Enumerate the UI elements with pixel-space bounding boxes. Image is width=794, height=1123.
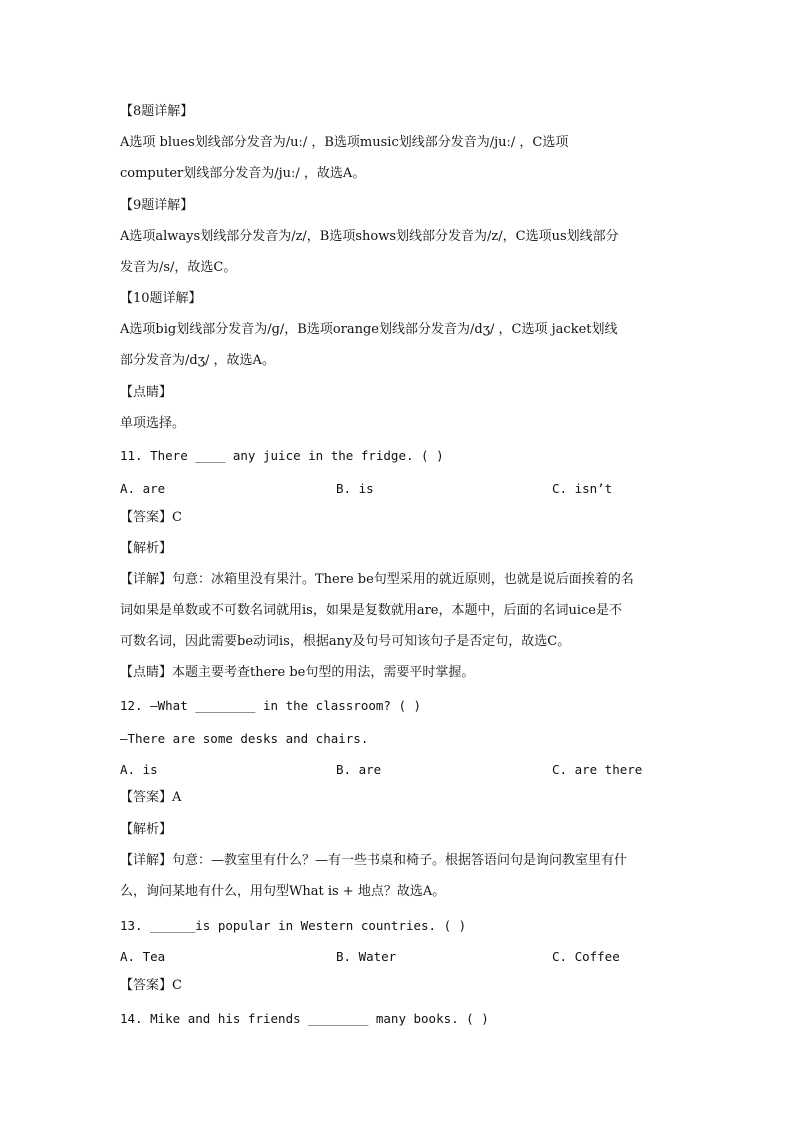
q10-detail-line-1: A选项big划线部分发音为/ɡ/，B选项orange划线部分发音为/dʒ/ ，C选项 jacket划线 — [120, 322, 618, 337]
q11-option-a: A. are — [120, 481, 166, 496]
q9-detail-line-1: A选项always划线部分发音为/z/，B选项shows划线部分发音为/z/，C选项us划线部分 — [120, 229, 619, 244]
q11-answer: 【答案】C — [120, 510, 182, 525]
q13-stem: 13. ______is popular in Western countries. ( ) — [120, 918, 467, 933]
q11-detail-line-3: 可数名词，因此需要be动词is，根据any及句号可知该句子是否定句，故选C。 — [120, 634, 571, 649]
dianjing-body: 单项选择。 — [120, 416, 186, 431]
q13-answer: 【答案】C — [120, 978, 182, 993]
q11-option-b: B. is — [336, 481, 374, 496]
q9-heading: 【9题详解】 — [120, 198, 194, 213]
q8-detail-line-2: computer划线部分发音为/juː/ ，故选A。 — [120, 166, 366, 181]
q12-option-a: A. is — [120, 762, 158, 777]
q13-option-a: A. Tea — [120, 949, 166, 964]
q11-option-c: C. isn’t — [552, 481, 613, 496]
q12-detail-line-2: 么，询问某地有什么，用句型What is + 地点？故选A。 — [120, 884, 446, 899]
q12-stem-reply: —There are some desks and chairs. — [120, 731, 369, 746]
q8-detail-line-1: A选项 blues划线部分发音为/uː/ ，B选项music划线部分发音为/juː/ ，C选项 — [120, 135, 569, 150]
dianjing-heading: 【点睛】 — [120, 385, 173, 400]
q10-heading: 【10题详解】 — [120, 291, 202, 306]
q11-dianjing: 【点睛】本题主要考查there be句型的用法，需要平时掌握。 — [120, 665, 475, 680]
q13-option-c: C. Coffee — [552, 949, 620, 964]
q12-analysis-heading: 【解析】 — [120, 822, 173, 837]
q12-option-b: B. are — [336, 762, 382, 777]
q14-stem: 14. Mike and his friends ________ many books. ( ) — [120, 1011, 489, 1026]
q11-analysis-heading: 【解析】 — [120, 541, 173, 556]
q12-detail-line-1: 【详解】句意：—教室里有什么？—有一些书桌和椅子。根据答语问句是询问教室里有什 — [120, 853, 628, 868]
q12-answer: 【答案】A — [120, 790, 182, 805]
q12-option-c: C. are there — [552, 762, 643, 777]
q8-heading: 【8题详解】 — [120, 104, 194, 119]
q11-detail-line-1: 【详解】句意：冰箱里没有果汁。There be句型采用的就近原则，也就是说后面挨着的名 — [120, 572, 634, 587]
q10-detail-line-2: 部分发音为/dʒ/ ，故选A。 — [120, 353, 275, 368]
q11-detail-line-2: 词如果是单数或不可数名词就用is，如果是复数就用are，本题中，后面的名词uice是不 — [120, 603, 622, 618]
q11-stem: 11. There ____ any juice in the fridge. ( ) — [120, 448, 444, 463]
q12-stem: 12. —What ________ in the classroom? ( ) — [120, 698, 422, 713]
q9-detail-line-2: 发音为/s/，故选C。 — [120, 260, 237, 275]
q13-option-b: B. Water — [336, 949, 397, 964]
